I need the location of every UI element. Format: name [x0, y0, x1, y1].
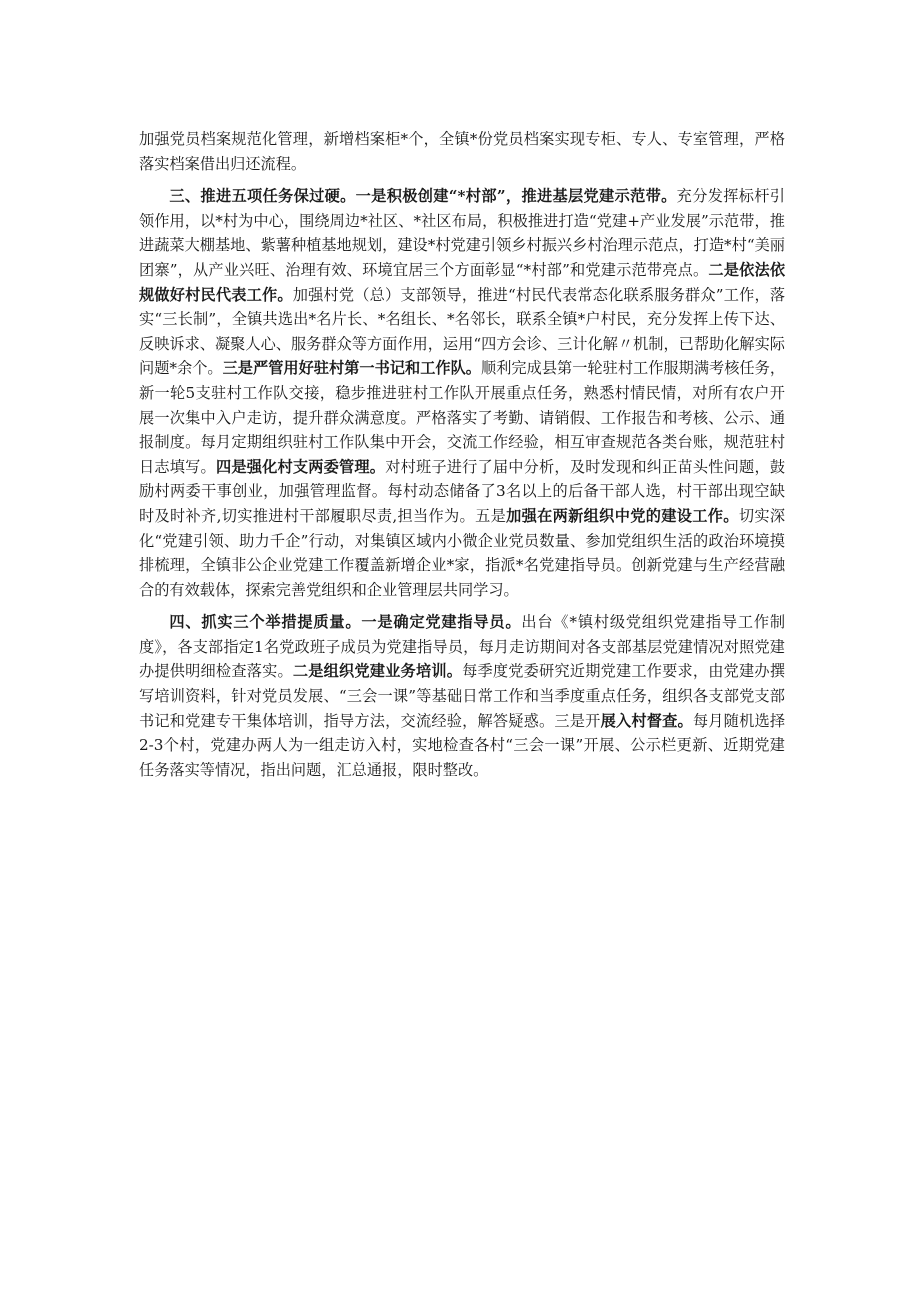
section-heading-four: 四、抓实三个举措提质量。一是确定党建指导员。	[169, 613, 522, 632]
subheading-village-inspection: 展入村督查。	[600, 711, 693, 730]
paragraph-text: 出台《*镇村级党组织党建指导工作制度》，各支部指定1名党政班子成员为党建指导员，每月走访期间对各支部基层党建情况对照党建办提供明细检查落实。	[139, 613, 786, 681]
subheading-village-representatives: 二是依法依规做好村民代表工作。	[139, 260, 786, 304]
paragraph-text: 对村班子进行了届中分析，及时发现和纠正苗头性问题，鼓励村两委干事创业，加强管理监督。每村动态储备了3名以上的后备干部人选，村干部出现空缺时及时补齐,切实推进村干部履职尽责,担当作为。五是	[139, 457, 786, 525]
subheading-first-secretary: 三是严管用好驻村第一书记和工作队。	[222, 359, 482, 378]
paragraph-text: 每季度党委研究近期党建工作要求，由党建办撰写培训资料，针对党员发展、“三会一课”等基础日常工作和当季度重点任务，组织各支部党支部书记和党建专干集体培训，指导方法，交流经验，解答疑惑。三是开	[139, 662, 786, 730]
section-heading-three: 三、推进五项任务保过硬。一是积极创建“*村部”，推进基层党建示范带。	[169, 187, 677, 206]
paragraph-text: 每月随机选择2-3个村，党建办两人为一组走访入村，实地检查各村“三会一课”开展、公示栏更新、近期党建任务落实等情况，指出问题，汇总通报，限时整改。	[139, 711, 786, 779]
paragraph-text: 切实深化“党建引领、助力千企”行动，对集镇区域内小微企业党员数量、参加党组织生活的政治环境摸排梳理，全镇非公企业党建工作覆盖新增企业*家，指派*名党建指导员。创新党建与生产经营融合的有效载体，探索完善党组织和企业管理层共同学习。	[139, 506, 786, 599]
paragraph-section-three	[139, 184, 785, 602]
document-body	[139, 127, 785, 790]
paragraph-text: 加强村党（总）支部领导，推进“村民代表常态化联系服务群众”工作，落实“三长制”，全镇共选出*名片长、*名组长、*名邻长，联系全镇*户村民，充分发挥上传下达、反映诉求、凝聚人心、服务群众等方面作用，运用“四方会诊、三计化解〃机制，已帮助化解实际问题*余个。	[139, 285, 786, 378]
paragraph-text: 加强党员档案规范化管理，新增档案柜*个，全镇*份党员档案实现专柜、专人、专室管理，严格落实档案借出归还流程。	[139, 130, 785, 173]
paragraph-archive-management	[139, 127, 785, 176]
paragraph-text: 充分发挥标杆引领作用，以*村为中心，围绕周边*社区、*社区布局，积极推进打造“党建+产业发展”示范带，推进蔬菜大棚基地、紫薯种植基地规划，建设*村党建引领乡村振兴乡村治理示范点，打造*村“美丽团寨”，从产业兴旺、治理有效、环境宜居三个方面彰显“*村部”和党建示范带亮点。	[139, 187, 785, 279]
subheading-business-training: 二是组织党建业务培训。	[292, 662, 463, 681]
paragraph-text: 顺利完成县第一轮驻村工作服期满考核任务，新一轮5支驻村工作队交接，稳步推进驻村工作队开展重点任务，熟悉村情民情，对所有农户开展一次集中入户走访，提升群众满意度。严格落实了考勤、请销假、工作报告和考核、公示、通报制度。每月定期组织驻村工作队集中开会，交流工作经验，相互审查规范各类台账，规范驻村日志填写。	[139, 359, 786, 476]
paragraph-section-four	[139, 610, 785, 782]
subheading-village-committees: 四是强化村支两委管理。	[215, 457, 386, 476]
subheading-new-organizations: 加强在两新组织中党的建设工作。	[506, 506, 739, 525]
